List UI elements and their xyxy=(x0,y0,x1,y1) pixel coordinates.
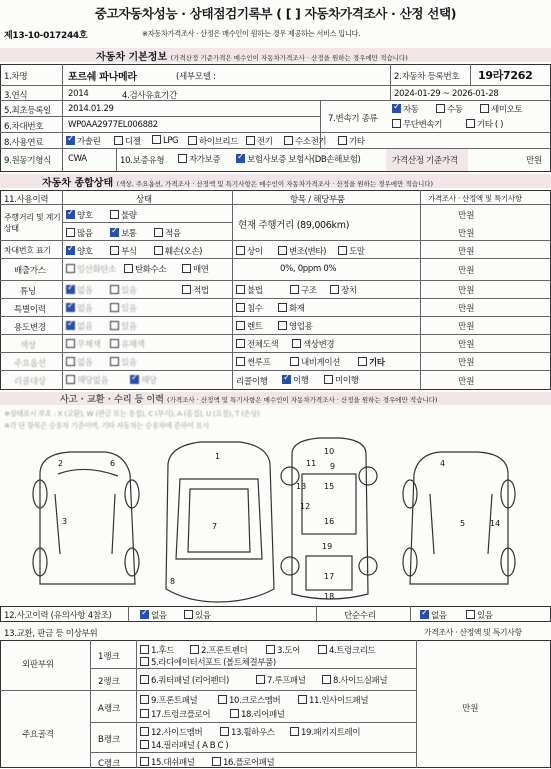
trans-manual[interactable]: 수동 xyxy=(436,103,463,115)
part-roof-panel[interactable]: 7.루프패널 xyxy=(256,674,306,686)
part-16: 16 xyxy=(324,517,335,526)
tuning-device[interactable]: 장치 xyxy=(330,284,357,296)
part-radiator-support[interactable]: 5.라디에이터서포트 (볼트체결부품) xyxy=(140,656,276,668)
part-12: 12 xyxy=(300,502,311,511)
accident-history-label: 12.사고이력 (유의사항 4참조) xyxy=(4,611,112,621)
basic-info-header xyxy=(0,48,551,62)
engine-value: CWA xyxy=(68,154,87,164)
fuel-hydrogen[interactable]: 수소전기 xyxy=(284,135,326,147)
part-hood[interactable]: 1.후드 xyxy=(140,644,174,656)
simple-repair-label: 단순수리 xyxy=(344,611,376,621)
page-title: 중고자동차성능 · 상태점검기록부 ( [ ] 자동차가격조사 · 산정 선택) xyxy=(94,6,457,21)
recall-price-unit: 만원 xyxy=(458,377,475,387)
rank-b-label: B랭크 xyxy=(98,735,121,745)
options-label: 주요옵션 xyxy=(14,359,46,369)
usage-price-unit: 만원 xyxy=(458,322,475,332)
recall-done[interactable]: ✓ 이행 xyxy=(282,374,309,386)
document-number: 제13-10-017244호 xyxy=(4,31,88,41)
part-13: 13 xyxy=(296,482,307,491)
part-15: 15 xyxy=(324,482,335,491)
main-frame-label: 주요골격 xyxy=(22,730,54,740)
vin-price-unit: 만원 xyxy=(458,247,475,257)
part-5-right: 5 xyxy=(460,519,466,528)
part-trunk-floor[interactable]: 17.트렁크플로어 xyxy=(140,708,210,720)
rank-2-label: 2랭크 xyxy=(98,677,120,687)
usage-business[interactable]: 영업용 xyxy=(278,320,312,332)
outer-panel-label: 외판부위 xyxy=(22,660,54,670)
accident-yes[interactable]: 있음 xyxy=(184,609,211,621)
special-yes[interactable]: 있음 xyxy=(110,302,137,314)
fuel-label: 8.사용연료 xyxy=(4,138,44,148)
options-other[interactable]: 기타 xyxy=(358,356,385,368)
basic-info-title: 자동차 기본정보 xyxy=(96,52,168,63)
part-trunk-lid[interactable]: 4.트렁크리드 xyxy=(318,644,375,656)
tuning-legal[interactable]: 적법 xyxy=(182,284,209,296)
accident-title: 사고 · 교환 · 수리 등 이력 xyxy=(60,395,164,405)
rank-1-label: 1랭크 xyxy=(98,652,120,662)
accident-note: (가격조사 · 산정액 및 특기사항은 매수인이 자동차가격조사 · 산정을 원하는 경우에만 적습니다) xyxy=(167,396,438,404)
color-price-unit: 만원 xyxy=(458,340,475,350)
special-history-label: 특별이력 xyxy=(14,305,46,315)
tuning-structure[interactable]: 구조 xyxy=(290,284,317,296)
options-price-unit: 만원 xyxy=(458,358,475,368)
part-package-tray[interactable]: 19.패키지트레이 xyxy=(290,726,360,738)
engine-label: 9.원동기형식 xyxy=(4,156,52,166)
vehicle-note: ※각 단 항목은 승용차 기준이며, 기타 자동차는 승용차에 준하여 표시 xyxy=(4,421,209,430)
vin-label: 6.차대번호 xyxy=(4,122,44,132)
vin-altered[interactable]: 변조(변타) xyxy=(278,245,326,257)
part-8: 8 xyxy=(170,577,176,586)
part-pillar-panel[interactable]: 14.필러패널 ( A B C ) xyxy=(140,739,228,751)
options-none[interactable]: 없음 xyxy=(66,356,93,368)
service-note: ※자동차가격조사 · 산정은 매수인이 원하는 경우 제공하는 서비스 입니다. xyxy=(142,29,361,38)
trans-semi-auto[interactable]: 세미오토 xyxy=(480,103,522,115)
vin-mismatch[interactable]: 상이 xyxy=(236,245,263,257)
fuel-other[interactable]: 기타 xyxy=(338,135,365,147)
first-reg-value: 2014.01.29 xyxy=(68,104,114,114)
rank-a-label: A랭크 xyxy=(98,704,121,714)
mileage-price-unit: 만원 xyxy=(458,229,475,239)
part-side-member[interactable]: 12.사이드멤버 xyxy=(140,726,202,738)
fuel-diesel[interactable]: 디젤 xyxy=(114,135,141,147)
fuel-electric[interactable]: 전기 xyxy=(246,135,273,147)
fuel-gasoline[interactable]: ✓ 가솔린 xyxy=(66,135,100,147)
vin-smeared[interactable]: 도말 xyxy=(338,245,365,257)
color-changed[interactable]: 색상변경 xyxy=(292,338,334,350)
usage-history-header: 11.사용이력 xyxy=(4,195,49,205)
odometer-label: 주행거리 및 계기상태 xyxy=(4,213,61,233)
symbol-legend: ※상태표시 부호 : X (교환), W (판금 또는 용접), C (부식), A (흠집), U (요철), T (손상) xyxy=(4,409,260,418)
tuning-illegal[interactable]: 불법 xyxy=(236,284,263,296)
state-header: 상태 xyxy=(136,195,152,205)
price-basis-label: 가격산정 기준가격 xyxy=(392,156,458,166)
reg-no-value: 19라7262 xyxy=(478,69,533,82)
part-19: 19 xyxy=(322,542,333,551)
emission-label: 배출가스 xyxy=(14,266,46,276)
special-price-unit: 만원 xyxy=(458,304,475,314)
options-sunroof[interactable]: 썬루프 xyxy=(236,356,270,368)
part-17: 17 xyxy=(324,572,335,581)
exchange-price-header: 가격조사 · 산정액 및 특기사항 xyxy=(424,628,522,637)
mileage-high[interactable]: 많음 xyxy=(66,227,93,239)
recall-done-label: 리콜이행 xyxy=(236,377,268,387)
overall-header xyxy=(0,174,551,188)
recall-applicable[interactable]: ✓ 해당 xyxy=(130,374,157,386)
usage-rent[interactable]: 렌트 xyxy=(236,320,263,332)
tuning-price-unit: 만원 xyxy=(458,286,475,296)
right-side-view xyxy=(403,452,515,584)
part-inside-panel[interactable]: 11.인사이드패널 xyxy=(298,694,368,706)
part-dash-panel[interactable]: 15.대쉬패널 xyxy=(140,756,195,768)
transmission-label: 7.변속기 종류 xyxy=(328,114,378,124)
emission-co[interactable]: 일산화탄소 xyxy=(66,263,116,275)
first-reg-label: 5.최초등록일 xyxy=(4,106,52,116)
vin-good[interactable]: ✓ 양호 xyxy=(66,245,93,257)
part-floor-panel[interactable]: 16.플로어패널 xyxy=(212,756,274,768)
part-front-panel[interactable]: 9.프론트패널 xyxy=(140,694,197,706)
simple-repair-none[interactable]: ✓ 없음 xyxy=(420,609,447,621)
part-6-left: 6 xyxy=(110,459,116,468)
usage-change-label: 용도변경 xyxy=(14,323,46,333)
overall-title: 자동차 종합상태 xyxy=(42,178,114,189)
special-none[interactable]: ✓ 없음 xyxy=(66,302,93,314)
trans-cvt[interactable]: 무단변속기 xyxy=(392,118,442,130)
options-yes[interactable]: 있음 xyxy=(110,356,137,368)
part-cross-member[interactable]: 10.크로스멤버 xyxy=(218,694,280,706)
part-18: 18 xyxy=(324,592,335,601)
warranty-self[interactable]: 자가보증 xyxy=(178,153,220,165)
model-label: 1.차명 xyxy=(4,72,28,82)
accident-none[interactable]: ✓ 없음 xyxy=(140,609,167,621)
usage-none[interactable]: ✓ 없음 xyxy=(66,320,93,332)
tuning-label: 튜닝 xyxy=(20,287,36,297)
part-front-fender[interactable]: 2.프론트펜더 xyxy=(190,644,247,656)
trans-other[interactable]: 기타 ( ) xyxy=(466,118,503,130)
parts-price-unit: 만원 xyxy=(462,704,479,714)
part-door[interactable]: 3.도어 xyxy=(266,644,300,656)
recall-not-done[interactable]: 미이행 xyxy=(324,374,358,386)
simple-repair-yes[interactable]: 있음 xyxy=(466,609,493,621)
fuel-lpg[interactable]: LPG xyxy=(152,135,178,146)
vin-marking-label: 차대번호 표기 xyxy=(4,246,51,255)
part-11: 11 xyxy=(306,459,317,468)
part-10: 10 xyxy=(324,447,335,456)
emission-values: 0%, 0ppm 0% xyxy=(280,264,337,274)
part-7: 7 xyxy=(212,522,218,531)
recall-label: 리콜대상 xyxy=(14,377,46,387)
submodel-label: (세부모델 : xyxy=(176,72,216,82)
year-value: 2014 xyxy=(68,89,89,99)
color-full-paint[interactable]: 전체도색 xyxy=(236,338,278,350)
car-damage-diagram xyxy=(0,434,551,604)
inspection-validity-value: 2024-01-29 ~ 2026-01-28 xyxy=(394,89,499,99)
tuning-none[interactable]: ✓ 없음 xyxy=(66,284,93,296)
vin-value: WP0AA2977EL006882 xyxy=(68,120,158,130)
odometer-price-unit: 만원 xyxy=(458,211,475,221)
trans-auto[interactable]: ✓자동 xyxy=(392,103,419,115)
color-achromatic[interactable]: 무채색 xyxy=(66,338,100,350)
part-quarter-panel[interactable]: 6.쿼터패널 (리어펜더) xyxy=(140,674,229,686)
warranty-label: 10.보증유형 xyxy=(120,156,165,166)
top-view xyxy=(166,442,274,602)
color-label: 색상 xyxy=(20,341,36,351)
options-navigation[interactable]: 내비게이션 xyxy=(290,356,340,368)
part-9: 9 xyxy=(330,462,336,471)
part-1: 1 xyxy=(215,452,221,461)
year-label: 3.연식 xyxy=(4,91,28,101)
accident-header xyxy=(0,392,551,405)
model-value: 포르쉐 파나메라 xyxy=(68,72,137,83)
vin-corrosion[interactable]: 부식 xyxy=(110,245,137,257)
inspection-validity-label: 4.검사유효기간 xyxy=(122,91,177,101)
usage-yes[interactable]: 있음 xyxy=(110,320,137,332)
recall-not-applicable[interactable]: 해당없음 xyxy=(66,374,108,386)
exchange-section-label: 13.교환, 판금 등 이상부위 xyxy=(4,629,98,639)
price-header: 가격조사 · 산정액 및 특기사항 xyxy=(428,194,522,203)
odometer-good[interactable]: ✓양호 xyxy=(66,209,93,221)
item-header: 항목 / 해당부품 xyxy=(290,195,345,205)
emission-hc[interactable]: 탄화수소 xyxy=(124,263,166,275)
rank-c-label: C랭크 xyxy=(98,759,121,769)
fuel-hybrid[interactable]: 하이브리드 xyxy=(188,135,238,147)
mileage-normal[interactable]: ✓ 보통 xyxy=(110,227,137,239)
reg-no-label: 2.자동차 등록번호 xyxy=(394,72,460,82)
part-rear-panel[interactable]: 18.리어패널 xyxy=(230,708,285,720)
current-mileage: 현재 주행거리 (89,006km) xyxy=(238,220,350,231)
special-flood[interactable]: 침수 xyxy=(236,302,263,314)
color-chromatic[interactable]: 유채색 xyxy=(110,338,144,350)
basic-info-note: (가격산정 기준가격은 매수인이 자동차가격조사 · 산정을 원하는 경우에만 적습니다) xyxy=(170,54,408,62)
mileage-low[interactable]: 적음 xyxy=(154,227,181,239)
part-wheel-house[interactable]: 13.휠하우스 xyxy=(220,726,275,738)
part-14-right: 14 xyxy=(490,519,501,528)
overall-note: (색상, 주요옵션, 가격조사 · 산정액 및 특기사항은 매수인이 자동차가격조사 · 산정을 원하는 경우에만 적습니다) xyxy=(116,180,434,188)
tuning-yes[interactable]: 있음 xyxy=(110,284,137,296)
part-4-right: 4 xyxy=(440,459,446,468)
vin-damaged[interactable]: 훼손(오손) xyxy=(154,245,202,257)
special-fire[interactable]: 화재 xyxy=(278,302,305,314)
warranty-insurance[interactable]: ✓ 보험사보증 보험사(DB손해보험) xyxy=(236,153,360,165)
odometer-bad[interactable]: 불량 xyxy=(110,209,137,221)
part-side-sill[interactable]: 8.사이드실패널 xyxy=(322,674,387,686)
emission-price-unit: 만원 xyxy=(458,266,475,276)
left-side-view xyxy=(33,452,139,584)
part-3-left: 3 xyxy=(62,517,68,526)
emission-smoke[interactable]: 매연 xyxy=(182,263,209,275)
price-basis-unit: 만원 xyxy=(526,156,542,166)
part-2-left: 2 xyxy=(58,459,64,468)
